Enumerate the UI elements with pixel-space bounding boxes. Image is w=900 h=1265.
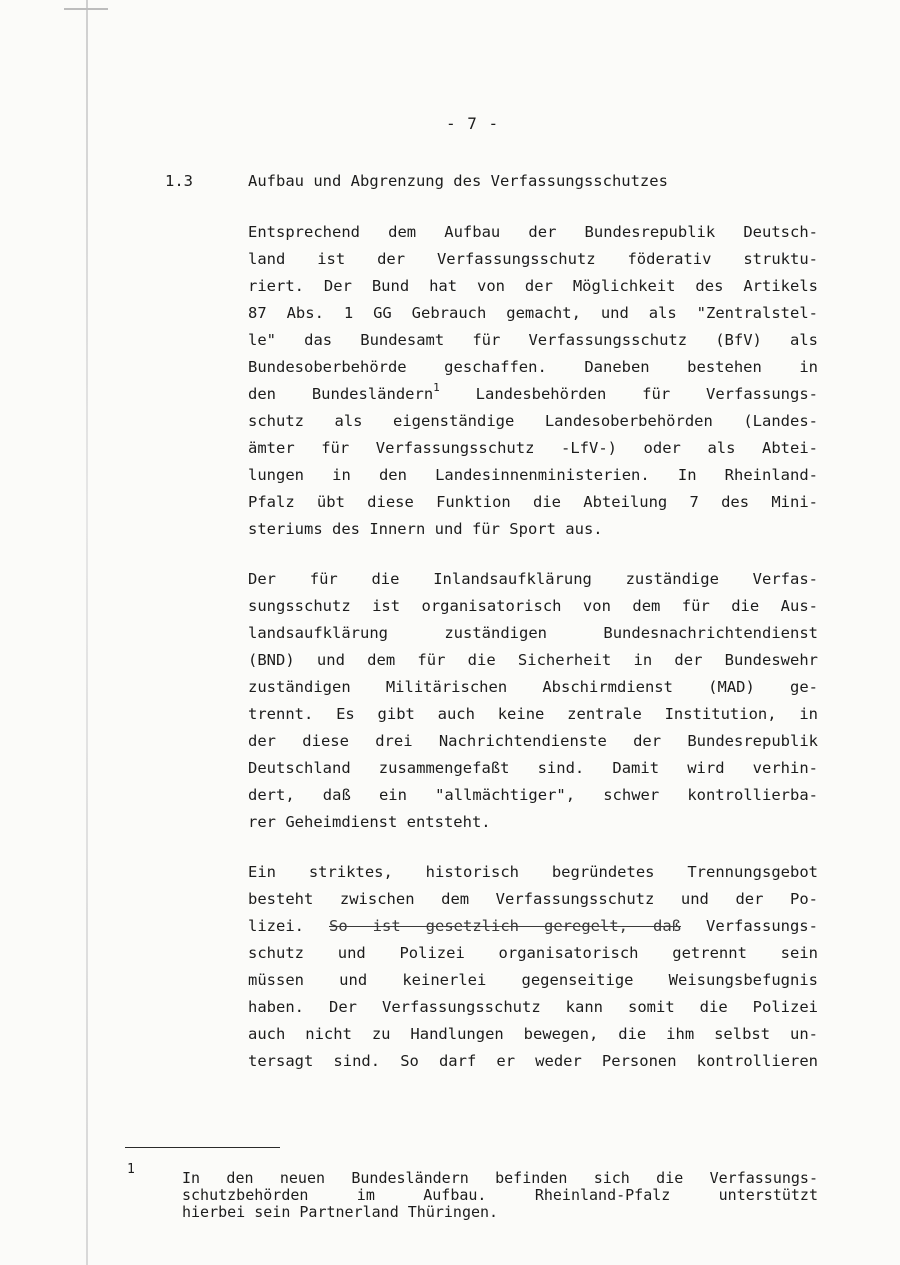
text-line: land ist der Verfassungsschutz föderativ struktu- [248, 250, 818, 268]
text-fragment: lizei. [248, 917, 329, 935]
text-line: Der für die Inlandsaufklärung zuständige Verfas- [248, 570, 818, 588]
text-line: besteht zwischen dem Verfassungsschutz und der Po- [248, 890, 818, 908]
text-line: le" das Bundesamt für Verfassungsschutz (BfV) als [248, 331, 818, 349]
text-line: sungsschutz ist organisatorisch von dem für die Aus- [248, 597, 818, 615]
text-line: lungen in den Landesinnenministerien. In Rheinland- [248, 466, 818, 484]
text-line: Bundesoberbehörde geschaffen. Daneben bestehen in [248, 358, 818, 376]
text-line: riert. Der Bund hat von der Möglichkeit des Artikels [248, 277, 818, 295]
text-line: der diese drei Nachrichtendienste der Bundesrepublik [248, 732, 818, 750]
page-number: - 7 - [446, 114, 500, 133]
footnote-line: hierbei sein Partnerland Thüringen. [182, 1203, 499, 1221]
text-line: schutz als eigenständige Landesoberbehörden (Landes- [248, 412, 818, 430]
scan-edge-top [64, 8, 108, 10]
section-title: Aufbau und Abgrenzung des Verfassungsschutzes [248, 172, 668, 190]
section-number: 1.3 [165, 172, 193, 190]
paragraph-police-separation [248, 859, 818, 1075]
text-fragment: Verfassungs- [680, 917, 818, 935]
text-line: 87 Abs. 1 GG Gebrauch gemacht, und als "Zentralstel- [248, 304, 818, 322]
text-line: haben. Der Verfassungsschutz kann somit die Polizei [248, 998, 818, 1016]
text-line: Ein striktes, historisch begründetes Trennungsgebot [248, 863, 818, 881]
footnote-line: schutzbehörden im Aufbau. Rheinland-Pfalz unterstützt [182, 1187, 818, 1204]
footnote-line: In den neuen Bundesländern befinden sich die Verfassungs- [182, 1170, 818, 1187]
footnote-text [182, 1170, 818, 1221]
struck-text: So ist gesetzlich geregelt, daß [329, 917, 681, 935]
text-line: trennt. Es gibt auch keine zentrale Institution, in [248, 705, 818, 723]
paragraph-service-separation [248, 566, 818, 836]
text-line [248, 381, 818, 408]
text-line: (BND) und dem für die Sicherheit in der Bundeswehr [248, 651, 818, 669]
text-line: zuständigen Militärischen Abschirmdienst (MAD) ge- [248, 678, 818, 696]
text-line: müssen und keinerlei gegenseitige Weisungsbefugnis [248, 971, 818, 989]
text-line: ämter für Verfassungsschutz -LfV-) oder als Abtei- [248, 439, 818, 457]
text-line: auch nicht zu Handlungen bewegen, die ihm selbst un- [248, 1025, 818, 1043]
text-line: Deutschland zusammengefaßt sind. Damit wird verhin- [248, 759, 818, 777]
footnote-reference: 1 [433, 381, 440, 394]
text-fragment: den Bundesländern [248, 385, 434, 403]
text-line: Entsprechend dem Aufbau der Bundesrepublik Deutsch- [248, 223, 818, 241]
text-line: tersagt sind. So darf er weder Personen kontrollieren [248, 1052, 818, 1070]
scan-edge [86, 0, 88, 1265]
text-line: Pfalz übt diese Funktion die Abteilung 7 des Mini- [248, 493, 818, 511]
footnote-divider [125, 1147, 280, 1148]
text-line: dert, daß ein "allmächtiger", schwer kontrollierba- [248, 786, 818, 804]
paragraph-federal-structure [248, 219, 818, 543]
text-line: rer Geheimdienst entsteht. [248, 813, 491, 831]
text-line: landsaufklärung zuständigen Bundesnachrichtendienst [248, 624, 818, 642]
text-fragment: Landesbehörden für Verfassungs- [439, 385, 818, 403]
footnote-marker: 1 [127, 1162, 135, 1177]
text-line: schutz und Polizei organisatorisch getrennt sein [248, 944, 818, 962]
text-line [248, 913, 818, 940]
text-line: steriums des Innern und für Sport aus. [248, 520, 603, 538]
